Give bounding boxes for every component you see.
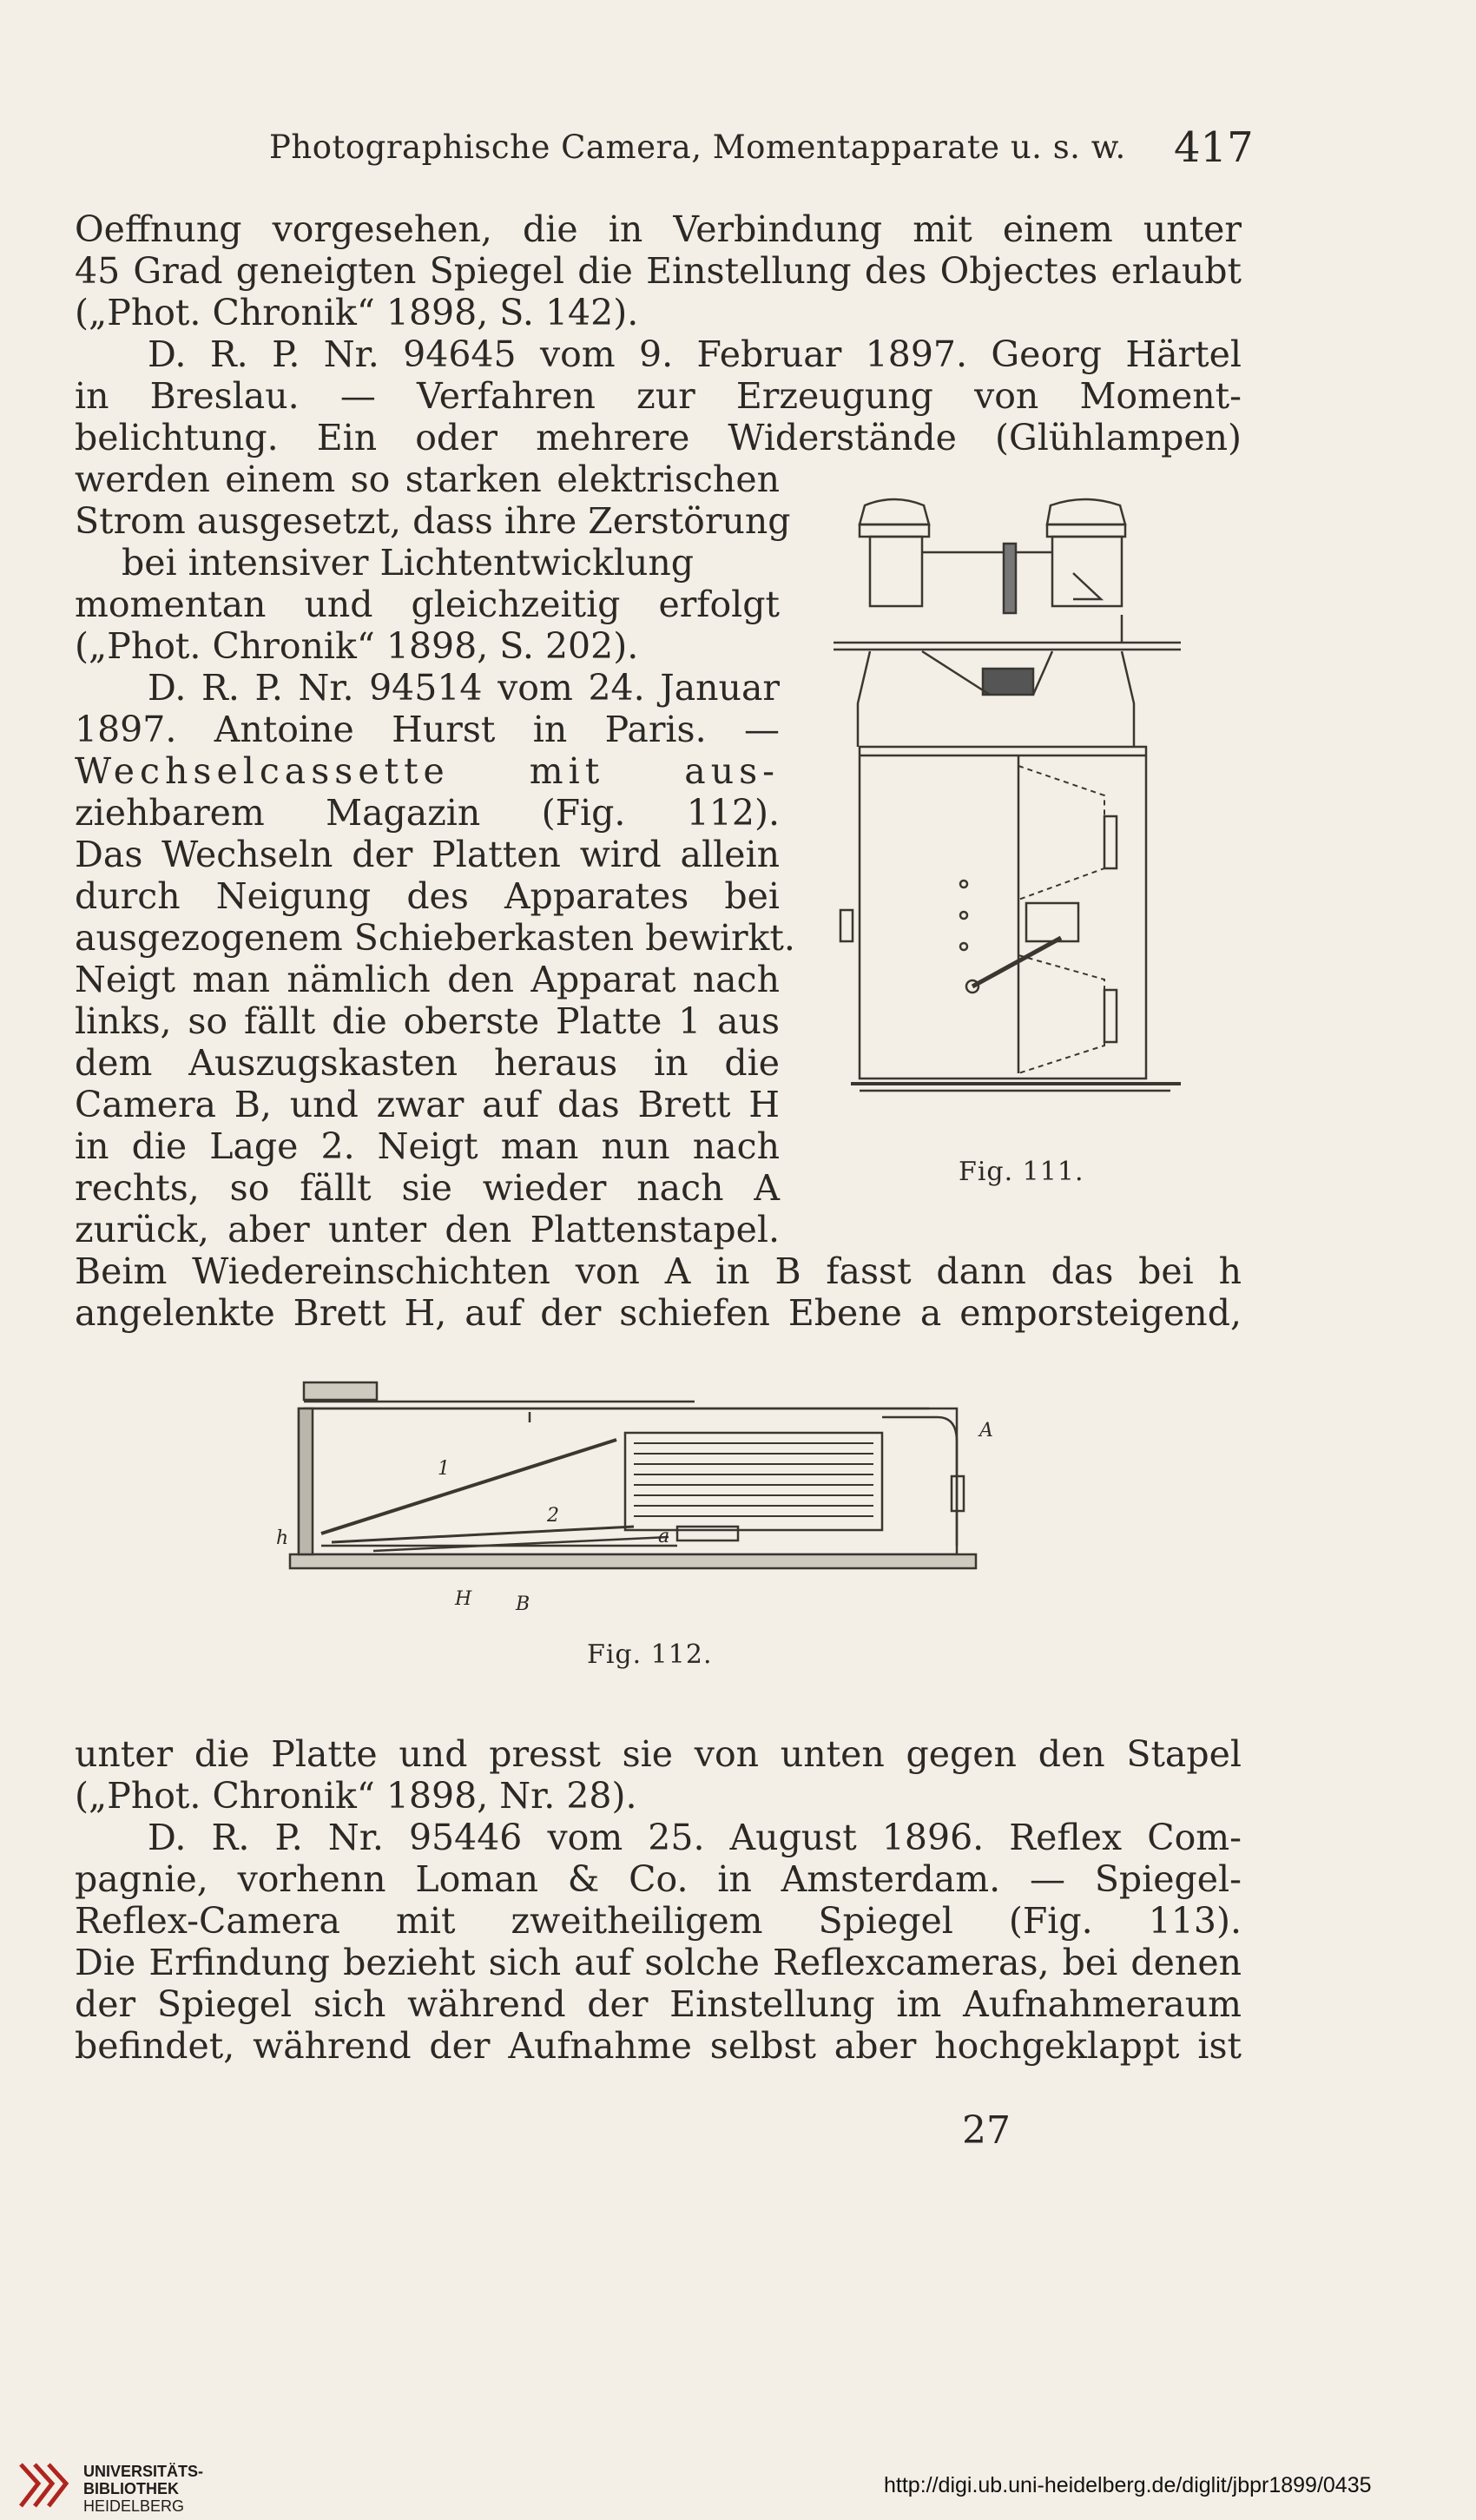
fig112-label-H: H: [455, 1588, 472, 1610]
institution-name: [83, 2463, 203, 2515]
text-line: ausgezogenem Schieberkasten bewirkt.: [75, 917, 795, 959]
text-line: Wechselcassette mit aus-: [75, 750, 780, 792]
text-line: („Phot. Chronik“ 1898, S. 202).: [75, 625, 639, 667]
university-library-logo-icon: [16, 2459, 71, 2511]
text-line: werden einem so starken elektrischen: [75, 458, 780, 500]
text-line: pagnie, vorhenn Loman & Co. in Amsterdam. — Spiegel-: [75, 1858, 1242, 1900]
text-line: D. R. P. Nr. 94514 vom 24. Januar: [148, 667, 780, 709]
text-line: dem Auszugskasten heraus in die: [75, 1042, 780, 1084]
running-title: Photographische Camera, Momentapparate u. s. w.: [269, 129, 1126, 166]
text-line: Das Wechseln der Platten wird allein: [75, 834, 780, 875]
text-line: in Breslau. — Verfahren zur Erzeugung von Moment-: [75, 375, 1242, 417]
text-line: angelenkte Brett H, auf der schiefen Ebene a emporsteigend,: [75, 1292, 1242, 1334]
fig112-label-a: a: [658, 1526, 670, 1547]
text-line: unter die Platte und presst sie von unten gegen den Stapel: [75, 1733, 1242, 1775]
text-line: Strom ausgesetzt, dass ihre Zerstörung: [75, 500, 791, 542]
figure-112-cassette-drawing: [269, 1372, 1051, 1633]
text-line: ziehbarem Magazin (Fig. 112).: [75, 792, 780, 834]
text-line: bei intensiver Lichtentwicklung: [122, 542, 695, 584]
text-line: der Spiegel sich während der Einstellung im Aufnahmeraum: [75, 1983, 1242, 2025]
figure-111-camera-drawing: [834, 486, 1198, 1112]
text-line: belichtung. Ein oder mehrere Widerstände (Glühlampen): [75, 417, 1242, 458]
fig112-label-h: h: [276, 1527, 289, 1549]
text-line: D. R. P. Nr. 95446 vom 25. August 1896. Reflex Com-: [148, 1817, 1242, 1858]
text-line: befindet, während der Aufnahme selbst aber hochgeklappt ist: [75, 2025, 1242, 2067]
text-line: in die Lage 2. Neigt man nun nach: [75, 1125, 780, 1167]
figure-111-caption: Fig. 111.: [959, 1157, 1084, 1187]
fig112-label-2: 2: [547, 1505, 559, 1527]
fig112-label-1: 1: [438, 1458, 450, 1480]
institution-line-3: HEIDELBERG: [83, 2497, 185, 2515]
page-number: 417: [1174, 123, 1254, 172]
text-line: Oeffnung vorgesehen, die in Verbindung mit einem unter: [75, 208, 1242, 250]
institution-line-1: UNIVERSITÄTS-: [83, 2463, 204, 2480]
text-line: zurück, aber unter den Plattenstapel.: [75, 1209, 780, 1250]
text-line: („Phot. Chronik“ 1898, Nr. 28).: [75, 1775, 637, 1817]
institution-line-2: BIBLIOTHEK: [83, 2480, 179, 2497]
text-line: Neigt man nämlich den Apparat nach: [75, 959, 780, 1000]
text-line: 45 Grad geneigten Spiegel die Einstellung des Objectes erlaubt: [75, 250, 1242, 292]
figure-112-caption: Fig. 112.: [587, 1639, 713, 1670]
text-line: Reflex-Camera mit zweitheiligem Spiegel (Fig. 113).: [75, 1900, 1242, 1942]
text-line: links, so fällt die oberste Platte 1 aus: [75, 1000, 780, 1042]
text-line: Die Erfindung bezieht sich auf solche Reflexcameras, bei denen: [75, 1942, 1242, 1983]
signature-mark: 27: [962, 2108, 1011, 2153]
fig112-label-A: A: [979, 1420, 993, 1441]
text-line: Beim Wiedereinschichten von A in B fasst dann das bei h: [75, 1250, 1242, 1292]
text-line: momentan und gleichzeitig erfolgt: [75, 584, 780, 625]
fig112-label-B: B: [516, 1593, 530, 1615]
text-line: Camera B, und zwar auf das Brett H: [75, 1084, 780, 1125]
text-line: D. R. P. Nr. 94645 vom 9. Februar 1897. Georg Härtel: [148, 333, 1242, 375]
permalink-url[interactable]: http://digi.ub.uni-heidelberg.de/diglit/jbpr1899/0435: [884, 2473, 1372, 2497]
text-line: durch Neigung des Apparates bei: [75, 875, 780, 917]
text-line: 1897. Antoine Hurst in Paris. —: [75, 709, 780, 750]
text-line: („Phot. Chronik“ 1898, S. 142).: [75, 292, 639, 333]
text-line: rechts, so fällt sie wieder nach A: [75, 1167, 780, 1209]
